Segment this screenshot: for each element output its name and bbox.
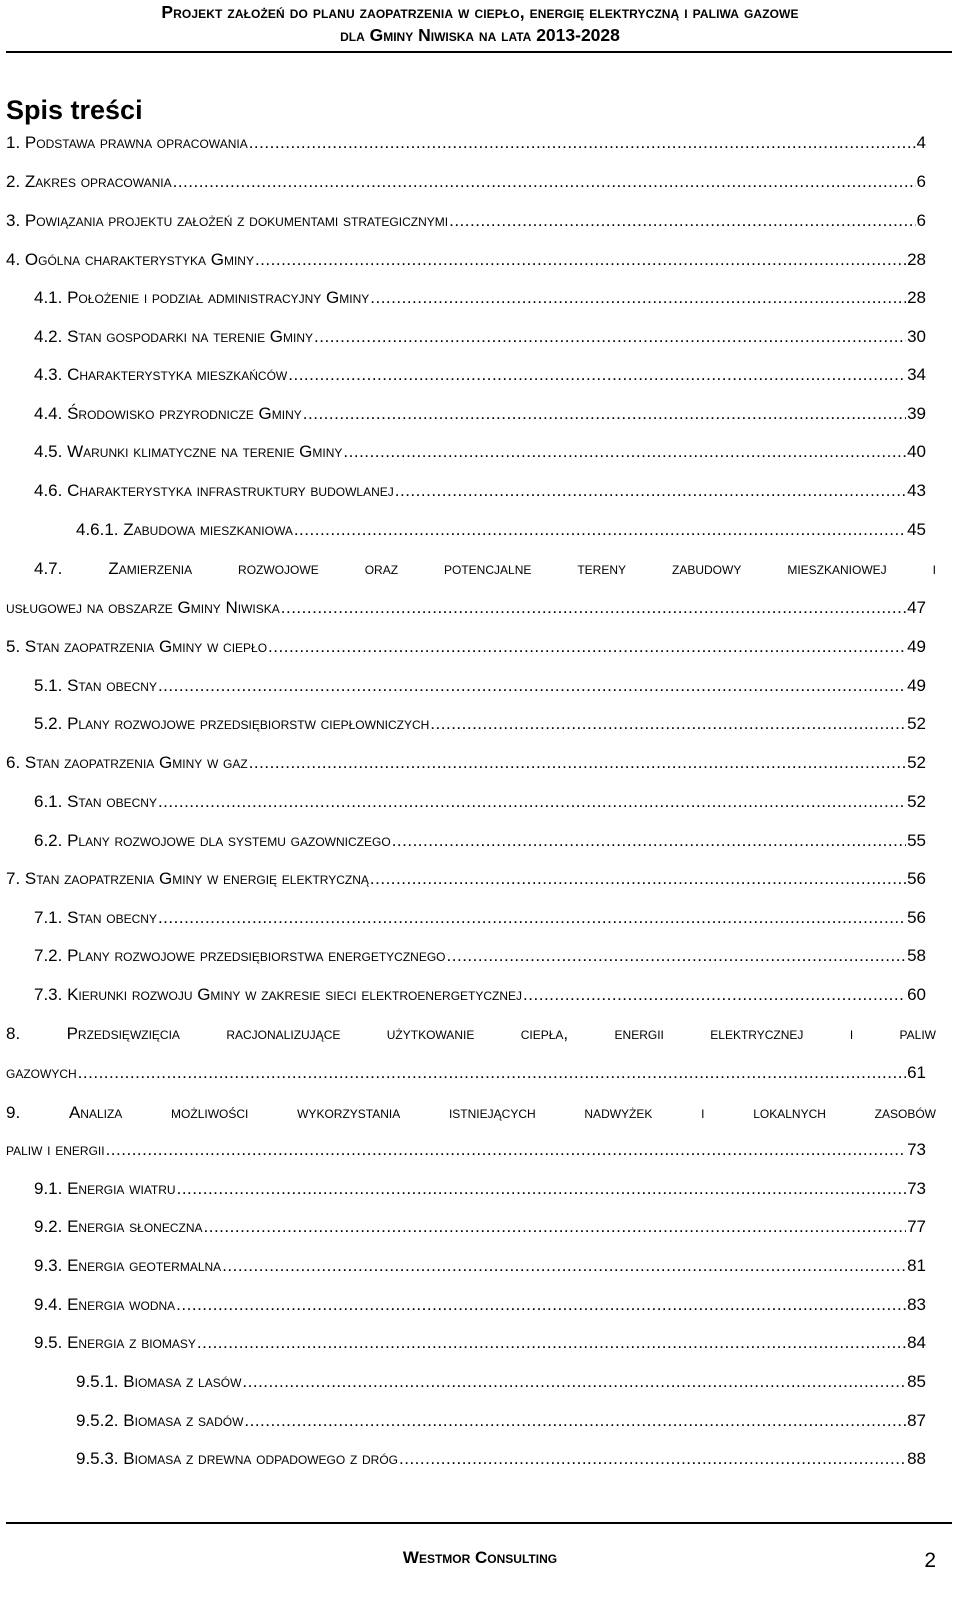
toc-entry-number: 8. <box>6 1024 67 1043</box>
toc-entry[interactable] <box>34 1179 926 1199</box>
toc-entry-continuation[interactable] <box>6 598 926 618</box>
toc-entry-title-continued: gazowych <box>6 1063 77 1082</box>
toc-entry-page: 52 <box>907 753 926 772</box>
toc-entry-number: 6.1. <box>34 792 68 811</box>
toc-entry-title: Energia geotermalna <box>67 1256 222 1275</box>
toc-entry-page: 40 <box>907 442 926 461</box>
toc-entry-page: 56 <box>907 908 926 927</box>
toc-entry-number: 9.5.3. <box>76 1449 124 1468</box>
toc-entry-number: 4.2. <box>34 327 68 346</box>
toc-entry-number: 7.1. <box>34 908 68 927</box>
toc-entry-number: 4.7. <box>34 559 109 578</box>
toc-entry-number: 9.1. <box>34 1179 68 1198</box>
toc-leader-dots <box>197 1333 906 1353</box>
toc-entry-title: Powiązania projektu założeń z dokumentami strategicznymi <box>24 211 449 230</box>
toc-entry[interactable] <box>34 327 926 347</box>
toc-entry-page: 58 <box>907 946 926 965</box>
toc-entry-number: 2. <box>6 172 25 191</box>
toc-leader-dots <box>314 327 906 347</box>
toc-entry-number: 7. <box>6 869 25 888</box>
toc-entry-page: 60 <box>907 985 926 1004</box>
toc-entry-title: Charakterystyka mieszkańców <box>67 365 288 384</box>
toc-entry-title: Energia wodna <box>67 1295 176 1314</box>
toc-leader-dots <box>158 792 906 812</box>
toc-entry-title: Środowisko przyrodnicze Gminy <box>67 404 302 423</box>
toc-leader-dots <box>430 714 906 734</box>
toc-entry-number: 7.2. <box>34 946 68 965</box>
toc-entry[interactable] <box>34 831 926 851</box>
toc-entry-title: Stan obecny <box>67 908 157 927</box>
toc-entry-number: 4.6. <box>34 481 68 500</box>
toc-entry-title: Biomasa z drewna odpadowego z dróg <box>123 1449 399 1468</box>
toc-entry[interactable] <box>34 676 926 696</box>
toc-entry-number: 4.6.1. <box>76 520 124 539</box>
toc-entry-title: Stan gospodarki na terenie Gminy <box>67 327 314 346</box>
toc-entry-title-continued: paliw i energii <box>6 1140 105 1159</box>
header-line-2: dla Gminy Niwiska na lata 2013-2028 <box>340 25 620 45</box>
toc-entry[interactable] <box>6 172 926 192</box>
toc-leader-dots <box>288 365 906 385</box>
toc-leader-dots <box>281 598 906 618</box>
toc-entry[interactable] <box>34 481 926 501</box>
toc-entry[interactable] <box>6 1024 936 1044</box>
toc-entry[interactable] <box>34 1256 926 1276</box>
toc-entry-number: 9. <box>6 1103 69 1122</box>
toc-leader-dots <box>523 985 906 1005</box>
toc-entry-page: 49 <box>907 637 926 656</box>
toc-entry[interactable] <box>6 869 926 889</box>
footer-rule <box>6 1522 952 1524</box>
toc-entry-number: 4. <box>6 250 25 269</box>
toc-entry-number: 9.3. <box>34 1256 68 1275</box>
toc-leader-dots <box>268 637 906 657</box>
toc-leader-dots <box>249 753 906 773</box>
toc-entry-page: 39 <box>907 404 926 423</box>
toc-entry-page: 52 <box>907 792 926 811</box>
toc-entry-number: 4.5. <box>34 442 68 461</box>
toc-leader-dots <box>392 831 906 851</box>
toc-entry-page: 55 <box>907 831 926 850</box>
toc-entry[interactable] <box>6 1103 936 1123</box>
toc-entry-page: 6 <box>916 211 926 230</box>
toc-entry-number: 1. <box>6 133 25 152</box>
toc-leader-dots <box>173 172 916 192</box>
toc-leader-dots <box>158 676 906 696</box>
toc-entry-page: 30 <box>907 327 926 346</box>
toc-entry-number: 4.4. <box>34 404 68 423</box>
page-number: 2 <box>924 1549 936 1572</box>
toc-entry-title: Stan zaopatrzenia Gminy w gaz <box>24 753 248 772</box>
toc-leader-dots <box>106 1140 907 1160</box>
toc-entry-page: 47 <box>907 598 926 617</box>
toc-entry[interactable] <box>34 442 926 462</box>
toc-entry-page: 87 <box>907 1411 926 1430</box>
toc-leader-dots <box>395 481 906 501</box>
toc-entry-number: 9.5. <box>34 1333 68 1352</box>
toc-leader-dots <box>204 1217 907 1237</box>
toc-entry-page: 4 <box>916 133 926 152</box>
toc-entry-title: Kierunki rozwoju Gminy w zakresie sieci elektroenergetycznej <box>67 985 523 1004</box>
toc-entry-number: 6. <box>6 753 25 772</box>
toc-entry-title: Położenie i podział administracyjny Gminy <box>67 288 370 307</box>
toc-entry[interactable] <box>34 1295 926 1315</box>
toc-leader-dots <box>242 1372 906 1392</box>
toc-entry-page: 45 <box>907 520 926 539</box>
toc-entry-number: 4.3. <box>34 365 68 384</box>
toc-entry[interactable] <box>34 1333 926 1353</box>
toc-entry-page: 77 <box>907 1217 926 1236</box>
toc-entry[interactable] <box>6 753 926 773</box>
toc-leader-dots <box>244 1411 906 1431</box>
toc-leader-dots <box>399 1449 906 1469</box>
toc-entry-number: 4.1. <box>34 288 68 307</box>
toc-entry-page: 28 <box>907 250 926 269</box>
toc-entry[interactable] <box>34 908 926 928</box>
toc-entry-page: 61 <box>907 1063 926 1082</box>
toc-entry-title: Stan zaopatrzenia Gminy w ciepło <box>24 637 268 656</box>
toc-leader-dots <box>449 211 915 231</box>
toc-entry-title: Zabudowa mieszkaniowa <box>123 520 293 539</box>
toc-leader-dots <box>343 442 906 462</box>
toc-entry-page: 34 <box>907 365 926 384</box>
toc-entry-continuation[interactable] <box>6 1063 926 1083</box>
toc-entry-page: 73 <box>907 1140 926 1159</box>
toc-entry[interactable] <box>6 133 926 153</box>
toc-entry-page: 88 <box>907 1449 926 1468</box>
toc-entry[interactable] <box>76 1449 926 1469</box>
toc-leader-dots <box>447 946 907 966</box>
toc-entry-title: Ogólna charakterystyka Gminy <box>24 250 254 269</box>
toc-entry-title: Stan zaopatrzenia Gminy w energię elektryczną <box>24 869 369 888</box>
toc-entry-title: Zakres opracowania <box>24 172 172 191</box>
toc-entry-page: 56 <box>907 869 926 888</box>
toc-entry[interactable] <box>34 365 926 385</box>
toc-entry-title: Plany rozwojowe przedsiębiorstwa energetycznego <box>67 946 446 965</box>
toc-entry-page: 49 <box>907 676 926 695</box>
toc-entry[interactable] <box>6 250 926 270</box>
toc-entry-number: 6.2. <box>34 831 68 850</box>
toc-entry-number: 5.1. <box>34 676 68 695</box>
toc-entry-number: 9.4. <box>34 1295 68 1314</box>
toc-entry[interactable] <box>34 714 926 734</box>
toc-entry-number: 9.5.2. <box>76 1411 124 1430</box>
toc-entry-title: Podstawa prawna opracowania <box>24 133 248 152</box>
toc-leader-dots <box>370 869 906 889</box>
toc-entry-number: 5.2. <box>34 714 68 733</box>
toc-entry-page: 84 <box>907 1333 926 1352</box>
toc-entry[interactable] <box>76 1372 926 1392</box>
toc-leader-dots <box>255 250 906 270</box>
toc-leader-dots <box>294 520 906 540</box>
toc-entry[interactable] <box>34 792 926 812</box>
toc-leader-dots <box>78 1063 906 1083</box>
toc-entry-title: Przedsięwzięcia racjonalizujące użytkowanie ciepła, energii elektrycznej i paliw <box>66 1024 937 1043</box>
toc-entry-title: Charakterystyka infrastruktury budowlanej <box>67 481 394 500</box>
toc-entry-title: Plany rozwojowe dla systemu gazowniczego <box>67 831 391 850</box>
header-rule <box>6 51 952 53</box>
toc-entry-number: 7.3. <box>34 985 68 1004</box>
toc-entry-title: Plany rozwojowe przedsiębiorstw ciepłowniczych <box>67 714 430 733</box>
toc-entry-page: 6 <box>916 172 926 191</box>
footer-company: Westmor Consulting <box>402 1548 558 1567</box>
toc-leader-dots <box>249 133 916 153</box>
toc-entry-number: 3. <box>6 211 25 230</box>
toc-entry[interactable] <box>34 946 926 966</box>
toc-entry[interactable] <box>6 637 926 657</box>
toc-entry-title: Energia z biomasy <box>67 1333 196 1352</box>
toc-entry-title: Stan obecny <box>67 792 157 811</box>
toc-entry-title-continued: usługowej na obszarze Gminy Niwiska <box>6 598 280 617</box>
page-title: Spis treści <box>6 95 143 125</box>
toc-entry-title: Zamierzenia rozwojowe oraz potencjalne tereny zabudowy mieszkaniowej i <box>108 559 936 578</box>
toc-leader-dots <box>177 1179 906 1199</box>
toc-entry-title: Stan obecny <box>67 676 157 695</box>
toc-entry[interactable] <box>76 1411 926 1431</box>
toc-entry[interactable] <box>34 985 926 1005</box>
toc-entry-title: Energia słoneczna <box>67 1217 203 1236</box>
toc-leader-dots <box>176 1295 906 1315</box>
toc-entry-title: Energia wiatru <box>67 1179 176 1198</box>
toc-entry-page: 81 <box>907 1256 926 1275</box>
toc-entry-number: 5. <box>6 637 25 656</box>
toc-entry-page: 73 <box>907 1179 926 1198</box>
toc-entry-number: 9.2. <box>34 1217 68 1236</box>
toc-entry[interactable] <box>34 1217 926 1237</box>
toc-entry-page: 28 <box>907 288 926 307</box>
toc-entry-number: 9.5.1. <box>76 1372 124 1391</box>
toc-leader-dots <box>370 288 906 308</box>
toc-entry-title: Biomasa z sadów <box>123 1411 244 1430</box>
toc-entry-continuation[interactable] <box>6 1140 926 1160</box>
toc-entry-page: 43 <box>907 481 926 500</box>
header-line-1: Projekt założeń do planu zaopatrzenia w ciepło, energię elektryczną i paliwa gazowe <box>161 2 799 22</box>
toc-leader-dots <box>158 908 906 928</box>
toc-entry-page: 52 <box>907 714 926 733</box>
toc-entry-title: Analiza możliwości wykorzystania istniejących nadwyżek i lokalnych zasobów <box>68 1103 936 1122</box>
toc-entry-title: Warunki klimatyczne na terenie Gminy <box>67 442 343 461</box>
toc-entry-page: 83 <box>907 1295 926 1314</box>
toc-leader-dots <box>222 1256 906 1276</box>
toc-entry-title: Biomasa z lasów <box>123 1372 242 1391</box>
toc-entry[interactable] <box>6 211 926 231</box>
toc-leader-dots <box>303 404 906 424</box>
toc-entry[interactable] <box>34 288 926 308</box>
toc-entry[interactable] <box>34 559 936 579</box>
toc-entry[interactable] <box>34 404 926 424</box>
toc-entry[interactable] <box>76 520 926 540</box>
toc-entry-page: 85 <box>907 1372 926 1391</box>
